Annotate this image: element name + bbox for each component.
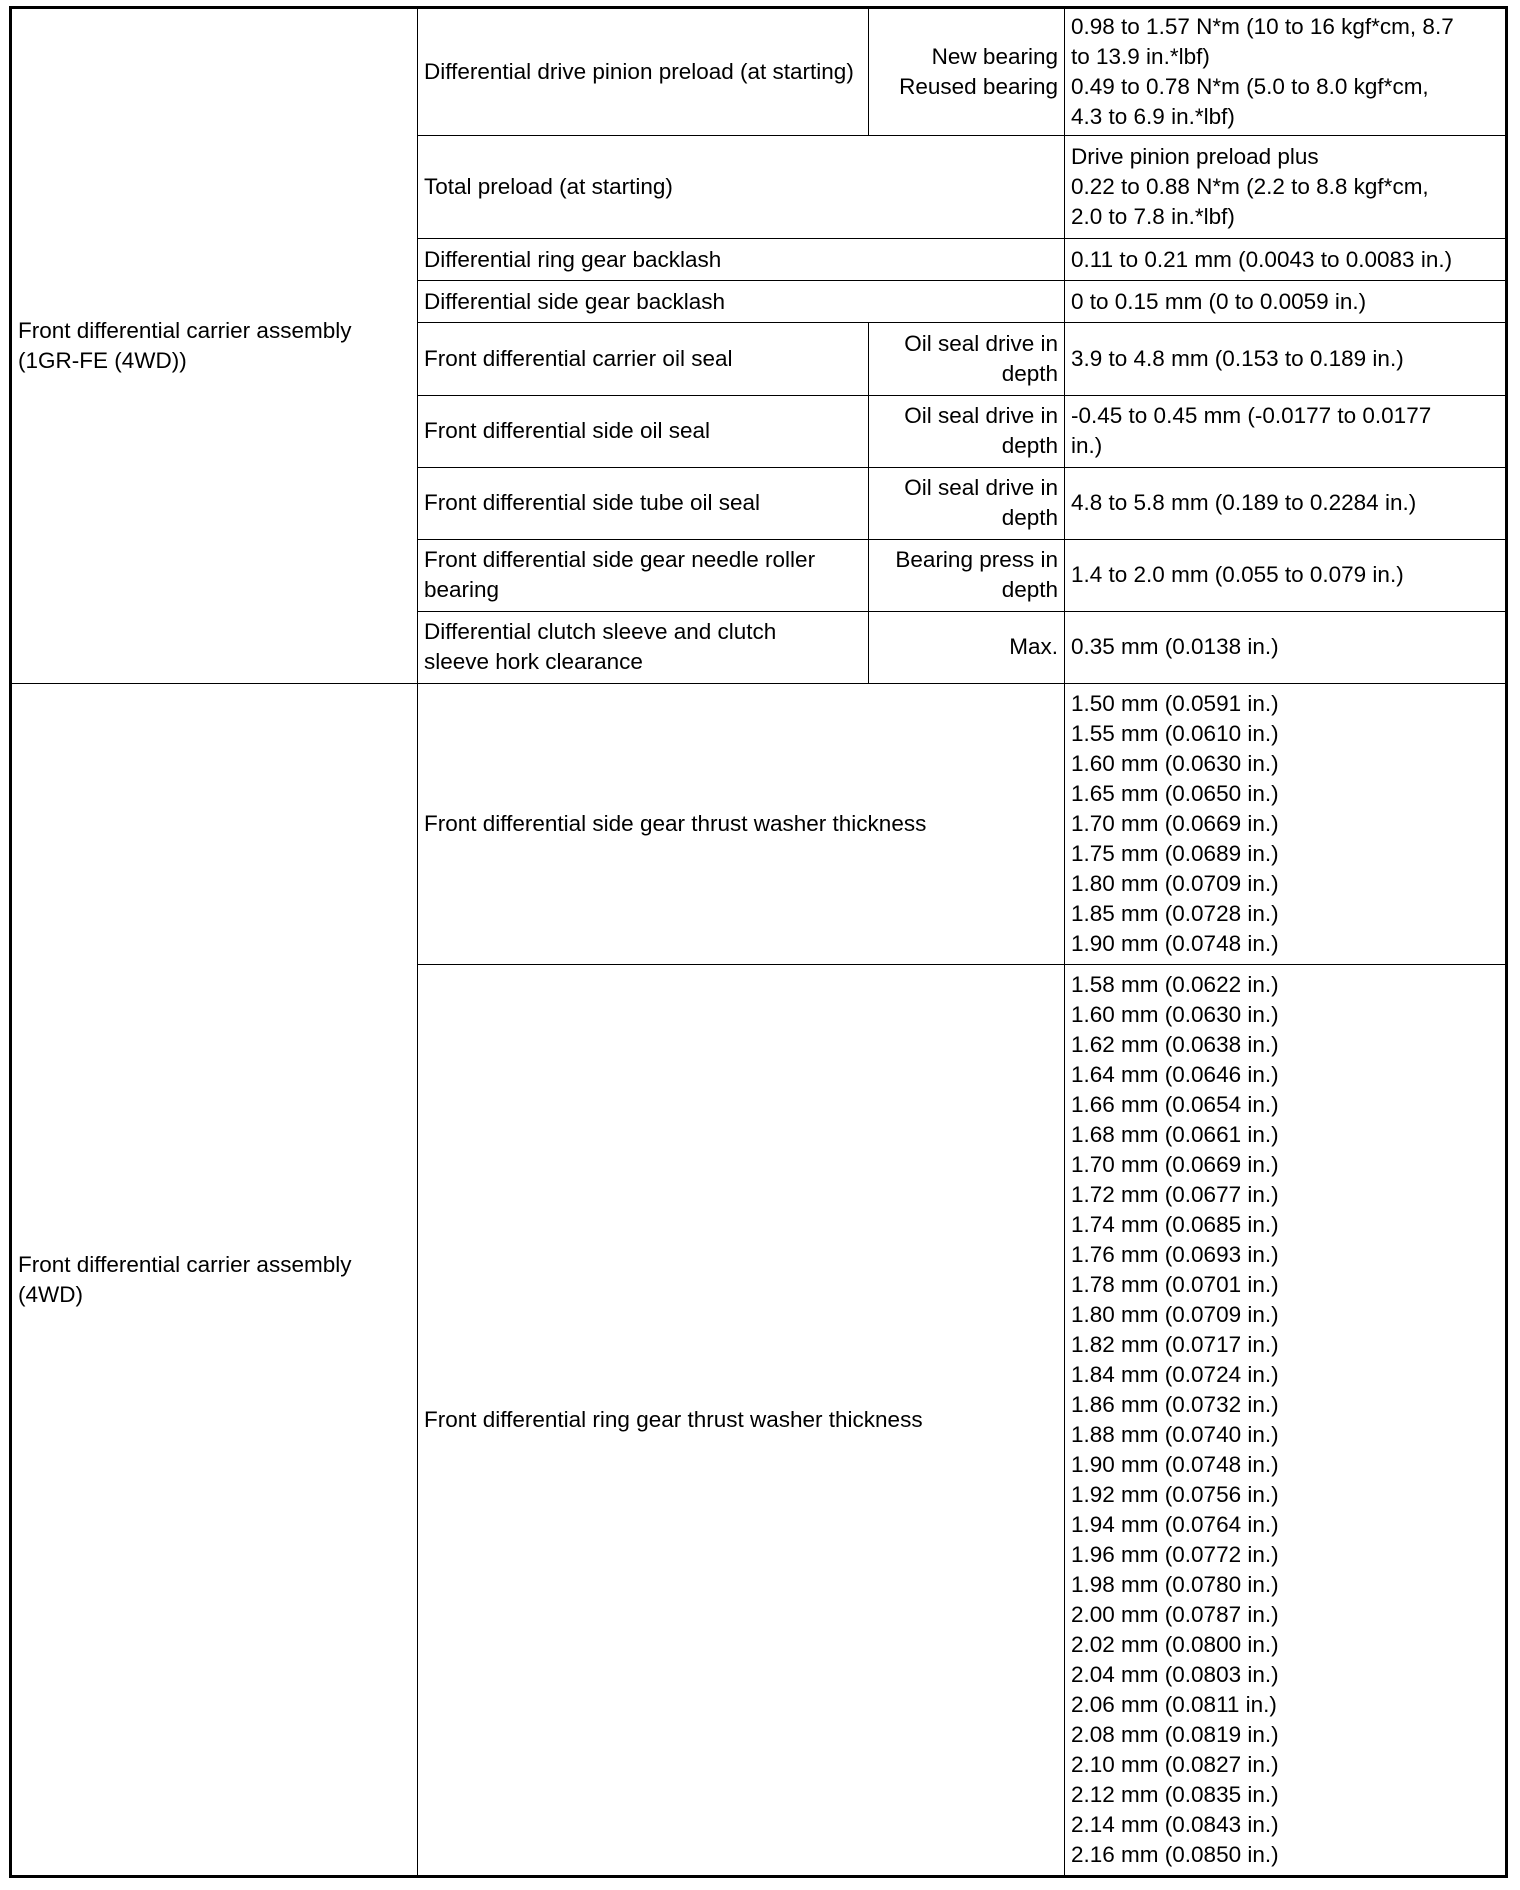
spec-table xyxy=(9,6,1508,1878)
item-cell xyxy=(418,281,1065,323)
condition-label: depth xyxy=(1001,361,1058,387)
item-cell xyxy=(418,611,869,683)
washer-size-value: 1.65 mm (0.0650 in.) xyxy=(1071,781,1279,807)
spec-value: 4.8 to 5.8 mm (0.189 to 0.2284 in.) xyxy=(1071,490,1417,516)
spec-value: 0.22 to 0.88 N*m (2.2 to 8.8 kgf*cm, xyxy=(1071,174,1429,200)
spec-cell xyxy=(1065,965,1507,1877)
spec-value: 3.9 to 4.8 mm (0.153 to 0.189 in.) xyxy=(1071,346,1404,372)
condition-label: Reused bearing xyxy=(899,74,1058,100)
condition-cell xyxy=(869,467,1065,539)
washer-size-value: 2.00 mm (0.0787 in.) xyxy=(1071,1602,1279,1628)
item-label: Front differential side oil seal xyxy=(424,418,710,444)
spec-cell xyxy=(1065,395,1507,467)
spec-value: 0.11 to 0.21 mm (0.0043 to 0.0083 in.) xyxy=(1071,246,1453,272)
washer-size-value: 1.90 mm (0.0748 in.) xyxy=(1071,1452,1279,1478)
item-label: Front differential side gear needle roller xyxy=(424,547,816,573)
spec-cell xyxy=(1065,611,1507,683)
washer-size-list xyxy=(1071,689,1499,959)
item-cell xyxy=(418,467,869,539)
item-cell xyxy=(418,323,869,395)
assembly-label: Front differential carrier assembly (4WD) xyxy=(18,1251,352,1307)
item-label: Differential side gear backlash xyxy=(424,288,726,314)
washer-size-value: 1.85 mm (0.0728 in.) xyxy=(1071,901,1279,927)
item-label: sleeve hork clearance xyxy=(424,649,643,675)
condition-cell xyxy=(869,539,1065,611)
spec-cell xyxy=(1065,281,1507,323)
item-label: bearing xyxy=(424,577,500,603)
condition-label: depth xyxy=(1001,577,1058,603)
spec-cell xyxy=(1065,467,1507,539)
washer-size-value: 1.84 mm (0.0724 in.) xyxy=(1071,1362,1279,1388)
washer-size-value: 1.94 mm (0.0764 in.) xyxy=(1071,1512,1279,1538)
washer-size-value: 1.62 mm (0.0638 in.) xyxy=(1071,1032,1279,1058)
washer-size-value: 1.88 mm (0.0740 in.) xyxy=(1071,1422,1279,1448)
item-cell xyxy=(418,136,1065,239)
item-label: Differential clutch sleeve and clutch xyxy=(424,619,777,645)
table-row xyxy=(11,684,1507,965)
washer-size-value: 2.06 mm (0.0811 in.) xyxy=(1071,1692,1277,1718)
washer-size-value: 1.70 mm (0.0669 in.) xyxy=(1071,1152,1279,1178)
condition-cell xyxy=(869,395,1065,467)
condition-label: Bearing press in xyxy=(895,547,1058,573)
condition-cell xyxy=(869,8,1065,136)
item-label: Front differential carrier oil seal xyxy=(424,346,733,372)
item-cell xyxy=(418,8,869,136)
washer-size-value: 1.58 mm (0.0622 in.) xyxy=(1071,972,1279,998)
item-cell xyxy=(418,239,1065,281)
washer-size-value: 1.78 mm (0.0701 in.) xyxy=(1071,1272,1279,1298)
washer-size-value: 1.98 mm (0.0780 in.) xyxy=(1071,1572,1279,1598)
washer-size-value: 1.50 mm (0.0591 in.) xyxy=(1071,691,1279,717)
washer-size-value: 1.75 mm (0.0689 in.) xyxy=(1071,841,1279,867)
item-label: Front differential side gear thrust washer thickness xyxy=(424,811,927,837)
washer-size-value: 1.66 mm (0.0654 in.) xyxy=(1071,1092,1279,1118)
item-cell xyxy=(418,965,1065,1877)
washer-size-value: 1.80 mm (0.0709 in.) xyxy=(1071,1302,1279,1328)
table-row xyxy=(11,8,1507,136)
washer-size-value: 1.70 mm (0.0669 in.) xyxy=(1071,811,1279,837)
spec-value: 4.3 to 6.9 in.*lbf) xyxy=(1071,104,1235,130)
washer-size-value: 1.96 mm (0.0772 in.) xyxy=(1071,1542,1279,1568)
washer-size-value: 1.72 mm (0.0677 in.) xyxy=(1071,1182,1279,1208)
washer-size-list xyxy=(1071,970,1499,1870)
assembly-label: Front differential carrier assembly (1GR-FE (4WD)) xyxy=(18,318,352,374)
washer-size-value: 2.08 mm (0.0819 in.) xyxy=(1071,1722,1279,1748)
spec-cell xyxy=(1065,323,1507,395)
washer-size-value: 1.60 mm (0.0630 in.) xyxy=(1071,1002,1279,1028)
item-cell xyxy=(418,684,1065,965)
spec-cell xyxy=(1065,239,1507,281)
spec-value: -0.45 to 0.45 mm (-0.0177 to 0.0177 xyxy=(1071,403,1432,429)
condition-label: Oil seal drive in xyxy=(904,403,1058,429)
washer-size-value: 1.64 mm (0.0646 in.) xyxy=(1071,1062,1279,1088)
spec-value: in.) xyxy=(1071,433,1103,459)
washer-size-value: 1.76 mm (0.0693 in.) xyxy=(1071,1242,1279,1268)
washer-size-value: 1.55 mm (0.0610 in.) xyxy=(1071,721,1279,747)
condition-label: depth xyxy=(1001,433,1058,459)
washer-size-value: 1.82 mm (0.0717 in.) xyxy=(1071,1332,1279,1358)
item-label: Differential ring gear backlash xyxy=(424,246,722,272)
condition-label: Max. xyxy=(1009,634,1058,660)
spec-value: 0.98 to 1.57 N*m (10 to 16 kgf*cm, 8.7 xyxy=(1071,14,1454,40)
item-label: Differential drive pinion preload (at starting) xyxy=(424,59,854,85)
washer-size-value: 1.68 mm (0.0661 in.) xyxy=(1071,1122,1279,1148)
condition-label: depth xyxy=(1001,505,1058,531)
washer-size-value: 2.14 mm (0.0843 in.) xyxy=(1071,1812,1279,1838)
spec-value: 2.0 to 7.8 in.*lbf) xyxy=(1071,204,1235,230)
item-cell xyxy=(418,395,869,467)
washer-size-value: 1.86 mm (0.0732 in.) xyxy=(1071,1392,1279,1418)
washer-size-value: 2.12 mm (0.0835 in.) xyxy=(1071,1782,1279,1808)
condition-label: New bearing xyxy=(931,44,1058,70)
condition-label: Oil seal drive in xyxy=(904,331,1058,357)
condition-label: Oil seal drive in xyxy=(904,475,1058,501)
spec-value: Drive pinion preload plus xyxy=(1071,144,1319,170)
condition-cell xyxy=(869,323,1065,395)
washer-size-value: 1.90 mm (0.0748 in.) xyxy=(1071,931,1279,957)
item-cell xyxy=(418,539,869,611)
spec-value: 0.49 to 0.78 N*m (5.0 to 8.0 kgf*cm, xyxy=(1071,74,1429,100)
washer-size-value: 2.16 mm (0.0850 in.) xyxy=(1071,1842,1279,1868)
item-label: Front differential side tube oil seal xyxy=(424,490,761,516)
washer-size-value: 1.80 mm (0.0709 in.) xyxy=(1071,871,1279,897)
spec-value: 0.35 mm (0.0138 in.) xyxy=(1071,634,1279,660)
washer-size-value: 1.92 mm (0.0756 in.) xyxy=(1071,1482,1279,1508)
spec-value: 0 to 0.15 mm (0 to 0.0059 in.) xyxy=(1071,288,1367,314)
spec-cell xyxy=(1065,136,1507,239)
washer-size-value: 2.04 mm (0.0803 in.) xyxy=(1071,1662,1279,1688)
condition-cell xyxy=(869,611,1065,683)
item-label: Front differential ring gear thrust washer thickness xyxy=(424,1407,923,1433)
washer-size-value: 1.74 mm (0.0685 in.) xyxy=(1071,1212,1279,1238)
item-label: Total preload (at starting) xyxy=(424,174,673,200)
spec-value: to 13.9 in.*lbf) xyxy=(1071,44,1210,70)
spec-cell xyxy=(1065,539,1507,611)
washer-size-value: 2.02 mm (0.0800 in.) xyxy=(1071,1632,1279,1658)
spec-cell xyxy=(1065,8,1507,136)
assembly-cell xyxy=(11,684,418,1877)
assembly-cell xyxy=(11,8,418,684)
spec-value: 1.4 to 2.0 mm (0.055 to 0.079 in.) xyxy=(1071,562,1404,588)
washer-size-value: 1.60 mm (0.0630 in.) xyxy=(1071,751,1279,777)
washer-size-value: 2.10 mm (0.0827 in.) xyxy=(1071,1752,1279,1778)
spec-cell xyxy=(1065,684,1507,965)
